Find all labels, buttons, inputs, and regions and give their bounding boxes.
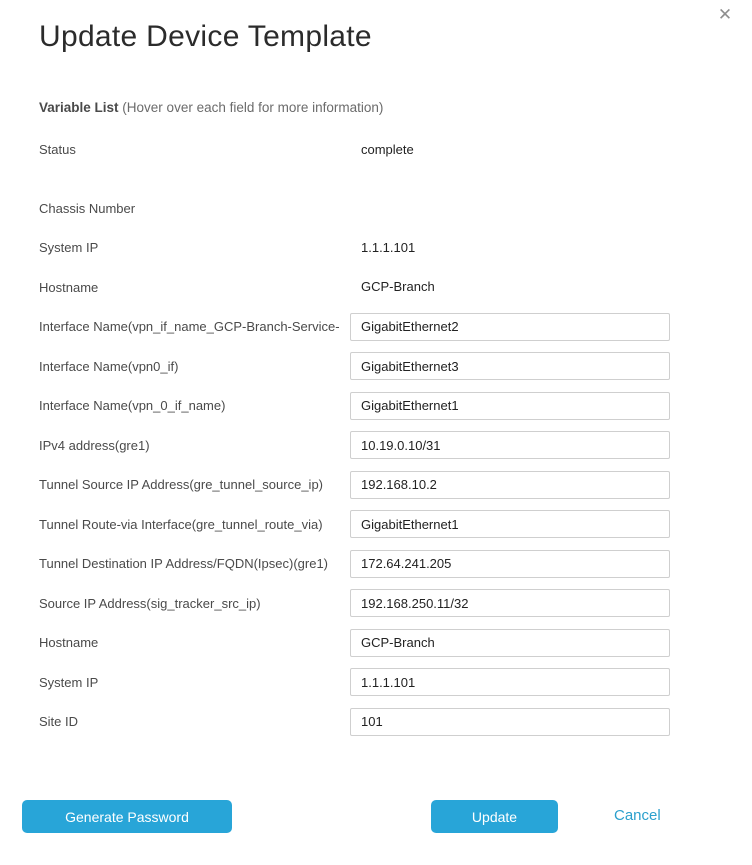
field-input[interactable] xyxy=(350,431,670,459)
variable-row xyxy=(39,347,670,387)
field-label: Status xyxy=(39,142,76,158)
field-value-cell xyxy=(350,629,670,657)
variable-list-hint: (Hover over each field for more information) xyxy=(118,100,384,115)
field-label: Interface Name(vpn0_if) xyxy=(39,358,179,374)
field-value: complete xyxy=(361,141,414,157)
field-value-cell xyxy=(350,510,670,538)
variable-rows xyxy=(39,130,670,742)
field-value-cell xyxy=(350,278,670,296)
variable-row xyxy=(39,465,670,505)
field-label: Chassis Number xyxy=(39,200,136,216)
field-value-cell xyxy=(350,199,670,217)
field-input[interactable] xyxy=(350,668,670,696)
cancel-button[interactable]: Cancel xyxy=(614,807,661,824)
dialog-footer xyxy=(0,800,752,834)
field-label: Tunnel Route-via Interface(gre_tunnel_route_via) xyxy=(39,516,323,532)
field-value: GCP-Branch xyxy=(361,279,435,295)
field-input[interactable] xyxy=(350,313,670,341)
field-value-cell xyxy=(350,352,670,380)
variable-row xyxy=(39,386,670,426)
page-title: Update Device Template xyxy=(39,20,372,53)
variable-list-heading: Variable List xyxy=(39,100,119,115)
field-label: System IP xyxy=(39,240,99,256)
field-value: 1.1.1.101 xyxy=(361,239,416,255)
variable-row xyxy=(39,189,670,229)
variable-row xyxy=(39,663,670,703)
field-label: IPv4 address(gre1) xyxy=(39,437,150,453)
field-label: System IP xyxy=(39,674,99,690)
field-value-cell xyxy=(350,392,670,420)
field-input[interactable] xyxy=(350,708,670,736)
field-input[interactable] xyxy=(350,510,670,538)
field-value-cell xyxy=(350,471,670,499)
field-input[interactable] xyxy=(350,471,670,499)
field-label: Source IP Address(sig_tracker_src_ip) xyxy=(39,595,261,611)
field-value-cell xyxy=(350,313,670,341)
field-input[interactable] xyxy=(350,629,670,657)
field-value-cell xyxy=(350,141,670,159)
close-icon[interactable]: ✕ xyxy=(714,4,736,26)
field-value-cell xyxy=(350,431,670,459)
update-button[interactable]: Update xyxy=(431,800,558,833)
field-label: Tunnel Source IP Address(gre_tunnel_source_ip) xyxy=(39,477,324,493)
field-label: Hostname xyxy=(39,635,99,651)
field-label: Hostname xyxy=(39,279,99,295)
field-value-cell xyxy=(350,708,670,736)
field-label: Interface Name(vpn_if_name_GCP-Branch-Service- xyxy=(39,319,340,335)
variable-row xyxy=(39,426,670,466)
field-value-cell xyxy=(350,668,670,696)
variable-row xyxy=(39,505,670,545)
field-label: Tunnel Destination IP Address/FQDN(Ipsec)(gre1) xyxy=(39,556,329,572)
field-input[interactable] xyxy=(350,392,670,420)
variable-row xyxy=(39,268,670,308)
variable-row xyxy=(39,702,670,742)
field-value-cell xyxy=(350,239,670,257)
generate-password-button[interactable]: Generate Password xyxy=(22,800,232,833)
field-value-cell xyxy=(350,550,670,578)
field-label: Interface Name(vpn_0_if_name) xyxy=(39,398,226,414)
field-value-cell xyxy=(350,589,670,617)
variable-row xyxy=(39,228,670,268)
field-input[interactable] xyxy=(350,550,670,578)
variable-row xyxy=(39,584,670,624)
variable-row xyxy=(39,544,670,584)
field-input[interactable] xyxy=(350,589,670,617)
variable-row xyxy=(39,307,670,347)
variable-row xyxy=(39,623,670,663)
field-label: Site ID xyxy=(39,714,79,730)
field-input[interactable] xyxy=(350,352,670,380)
variable-row xyxy=(39,130,670,170)
variable-list-header xyxy=(39,100,670,116)
